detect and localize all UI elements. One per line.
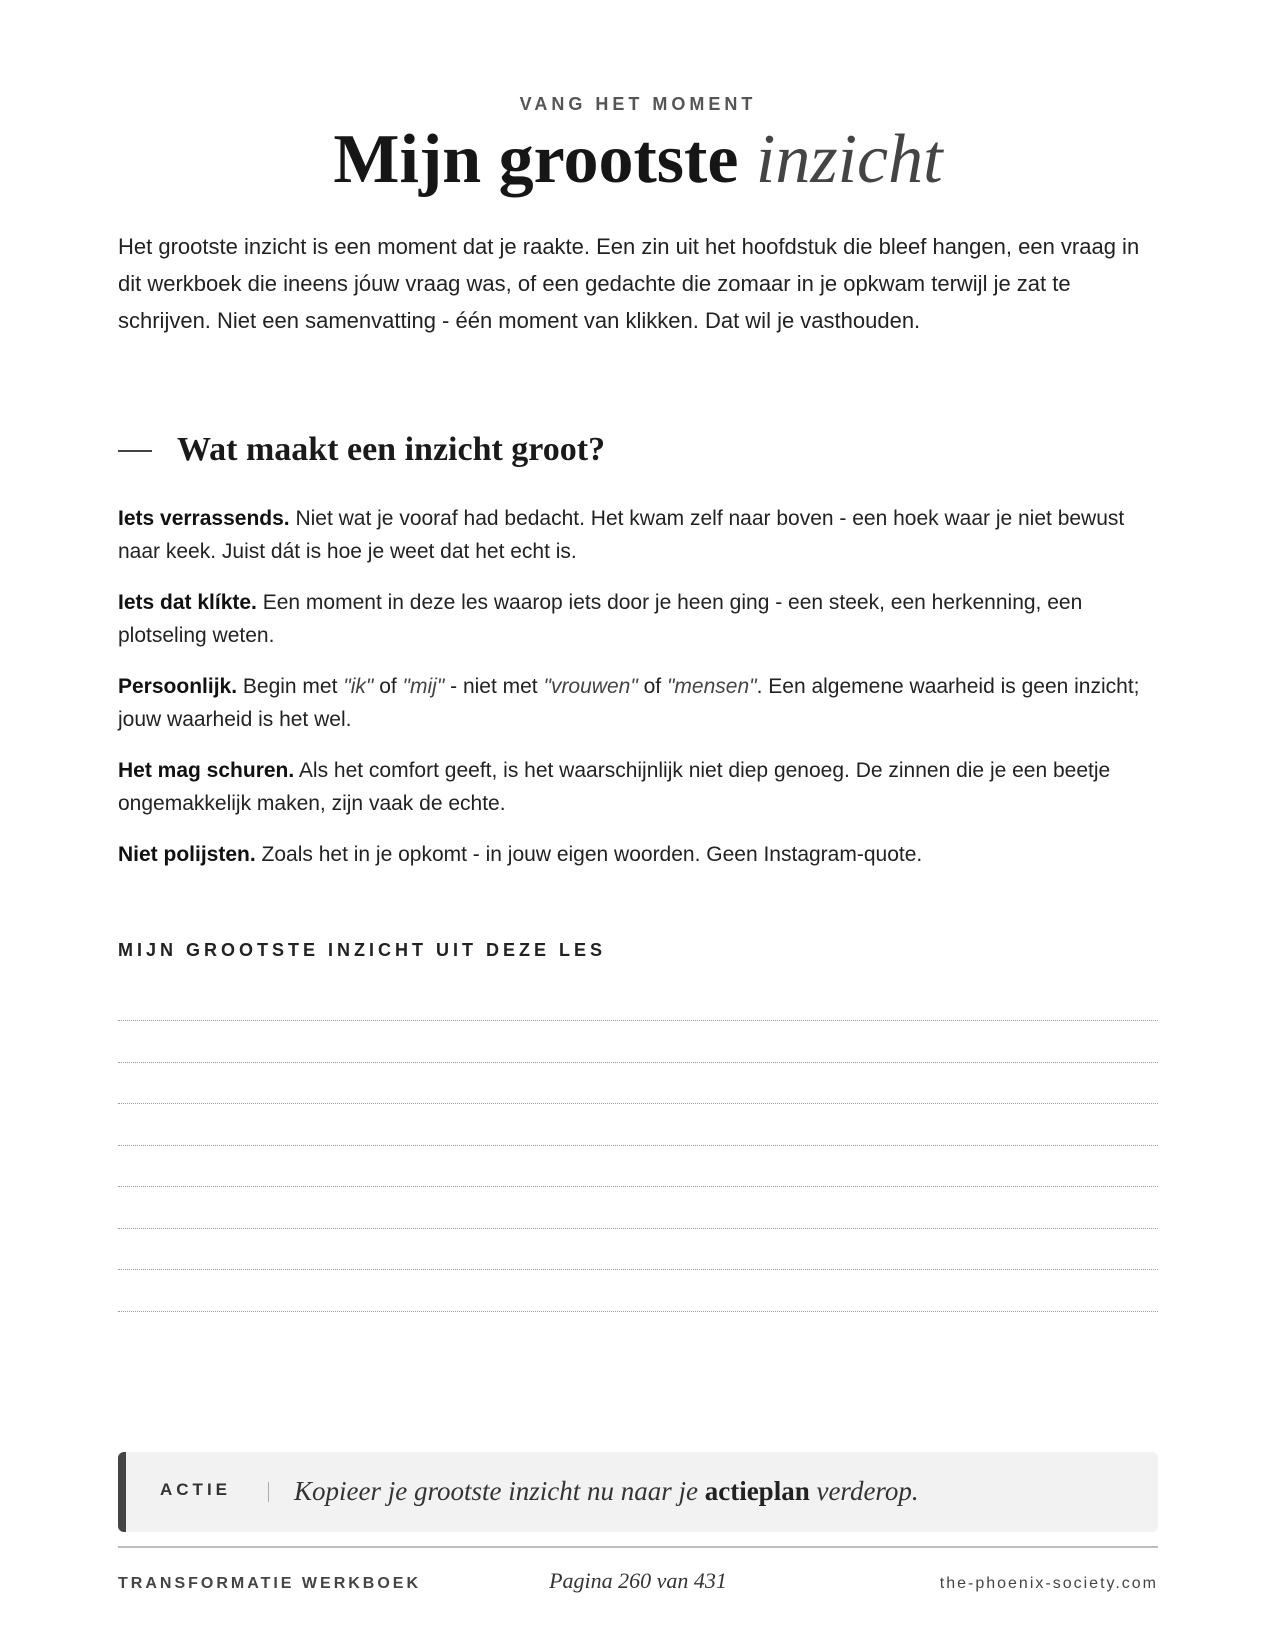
section-dash <box>118 450 152 452</box>
point-label: Niet polijsten. <box>118 843 256 866</box>
intro-paragraph: Het grootste inzicht is een moment dat je raakte. Een zin uit het hoofdstuk die bleef hangen, een vraag in dit werkboek die ineens jóuw vraag was, of een gedachte die zomaar in je opkwam terwijl je zat te schrijven. Niet een samenvatting - één moment van klikken. Dat wil je vasthouden. <box>118 234 1140 333</box>
eyebrow: VANG HET MOMENT <box>519 94 757 114</box>
point-no-polish <box>118 838 1158 871</box>
writing-line[interactable] <box>118 1145 1158 1146</box>
footer-rule <box>118 1546 1158 1548</box>
page-title-accent: inzicht <box>755 121 943 198</box>
writing-line[interactable] <box>118 1020 1158 1021</box>
writing-line[interactable] <box>118 1269 1158 1270</box>
section-heading <box>118 428 1158 472</box>
point-text: Als het comfort geeft, is het waarschijnlijk niet diep genoeg. De zinnen die je een beetje ongemakkelijk maken, zijn vaak de echte. <box>118 759 1111 815</box>
section-title: Wat maakt een inzicht groot? <box>177 431 606 468</box>
point-text: of <box>373 675 403 698</box>
quote-mensen: "mensen" <box>666 675 757 698</box>
writing-line[interactable] <box>118 1228 1158 1229</box>
point-text: Niet wat je vooraf had bedacht. Het kwam zelf naar boven - een hoek waar je niet bewust naar keek. Juist dát is hoe je weet dat het echt is. <box>118 507 1125 563</box>
writing-line[interactable] <box>118 1103 1158 1104</box>
point-clicked <box>118 586 1158 652</box>
point-label: Het mag schuren. <box>118 759 295 782</box>
answer-label: MIJN GROOTSTE INZICHT UIT DEZE LES <box>118 940 607 960</box>
point-text: . Een algemene waarheid is geen inzicht; jouw waarheid is het wel. <box>118 675 1140 731</box>
footer-page-number: Pagina 260 van 431 <box>549 1568 727 1593</box>
point-may-chafe <box>118 754 1158 820</box>
writing-line[interactable] <box>118 1311 1158 1312</box>
action-text-after: verderop. <box>809 1476 919 1506</box>
point-label: Iets dat klíkte. <box>118 591 257 614</box>
quote-ik: "ik" <box>343 675 374 698</box>
point-text: of <box>637 675 667 698</box>
writing-line[interactable] <box>118 1186 1158 1187</box>
quote-vrouwen: "vrouwen" <box>543 675 638 698</box>
writing-line[interactable] <box>118 1062 1158 1063</box>
action-text-bold: actieplan <box>704 1476 810 1506</box>
footer-website: the-phoenix-society.com <box>939 1575 1158 1592</box>
point-text: Begin met <box>237 675 344 698</box>
point-surprising <box>118 502 1158 568</box>
action-text <box>294 1472 919 1510</box>
workbook-page <box>118 0 1158 1650</box>
action-text-before: Kopieer je grootste inzicht nu naar je <box>294 1476 705 1506</box>
point-label: Iets verrassends. <box>118 507 290 530</box>
action-callout <box>118 1452 1158 1532</box>
point-label: Persoonlijk. <box>118 675 238 698</box>
point-text: - niet met <box>444 675 544 698</box>
page-title <box>118 118 1158 202</box>
point-text: Een moment in deze les waarop iets door je heen ging - een steek, een herkenning, een plotseling weten. <box>118 591 1083 647</box>
page-title-main: Mijn grootste <box>333 121 756 198</box>
action-label: ACTIE <box>160 1480 231 1499</box>
point-text: Zoals het in je opkomt - in jouw eigen woorden. Geen Instagram-quote. <box>255 843 923 866</box>
quote-mij: "mij" <box>402 675 445 698</box>
action-separator <box>268 1482 269 1502</box>
points-list <box>118 502 1158 889</box>
point-personal <box>118 670 1158 736</box>
footer-book-title: TRANSFORMATIE WERKBOEK <box>118 1575 422 1592</box>
